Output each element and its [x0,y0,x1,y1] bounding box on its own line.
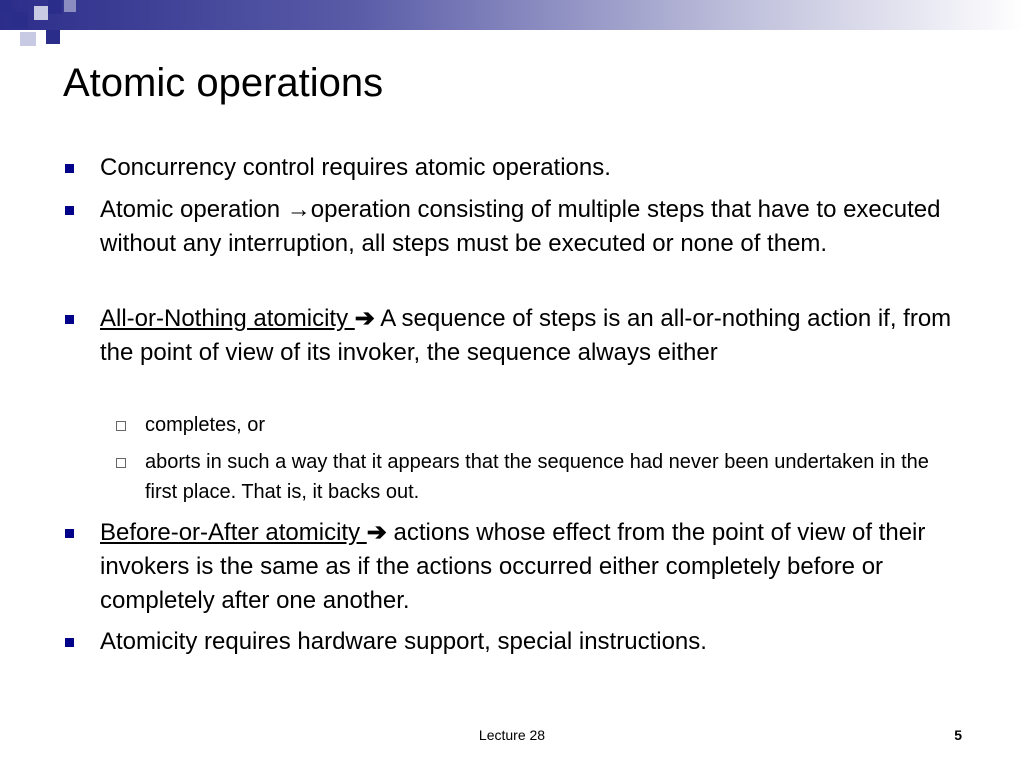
arrow-icon: ➔ [354,305,375,332]
bullet-text-post: actions whose effect from the point of view of their invokers is the same as if the actions occurred either completely before or completely after one another. [100,519,926,614]
bullet-item-4 [100,516,960,618]
bullet-item-3 [100,302,960,370]
subbullet-marker [116,421,126,431]
bullet-text-post: A sequence of steps is an all-or-nothing action if, from the point of view of its invoker, the sequence always either [100,305,952,366]
bullet-text: Atomicity requires hardware support, special instructions. [100,628,707,655]
bullet-text: Concurrency control requires atomic operations. [100,154,611,181]
subbullet-item-1 [145,410,965,440]
term-all-or-nothing: All-or-Nothing atomicity [100,305,355,332]
arrow-icon: ➔ [366,519,387,546]
bullet-marker [65,164,74,173]
footer-label: Lecture 28 [478,727,546,743]
term-before-or-after: Before-or-After atomicity [100,519,367,546]
bullet-item-5 [100,625,960,659]
subbullet-text: completes, or [145,414,266,436]
subbullet-text: aborts in such a way that it appears that the sequence had never been undertaken in the first place. That is, it backs out. [145,451,929,503]
slide-number: 5 [954,727,962,743]
subbullet-item-2 [145,447,965,507]
bullet-text-post: operation consisting of multiple steps that have to executed without any interruption, all steps must be executed or none of them. [100,196,941,257]
bullet-marker [65,638,74,647]
bullet-marker [65,529,74,538]
bullet-item-1 [100,151,960,185]
bullet-item-2 [100,193,960,261]
subbullet-marker [116,458,126,468]
slide-title: Atomic operations [63,61,384,105]
bullet-text-pre: Atomic operation [100,196,287,223]
bullet-marker [65,315,74,324]
arrow-icon: → [286,196,311,223]
bullet-marker [65,206,74,215]
